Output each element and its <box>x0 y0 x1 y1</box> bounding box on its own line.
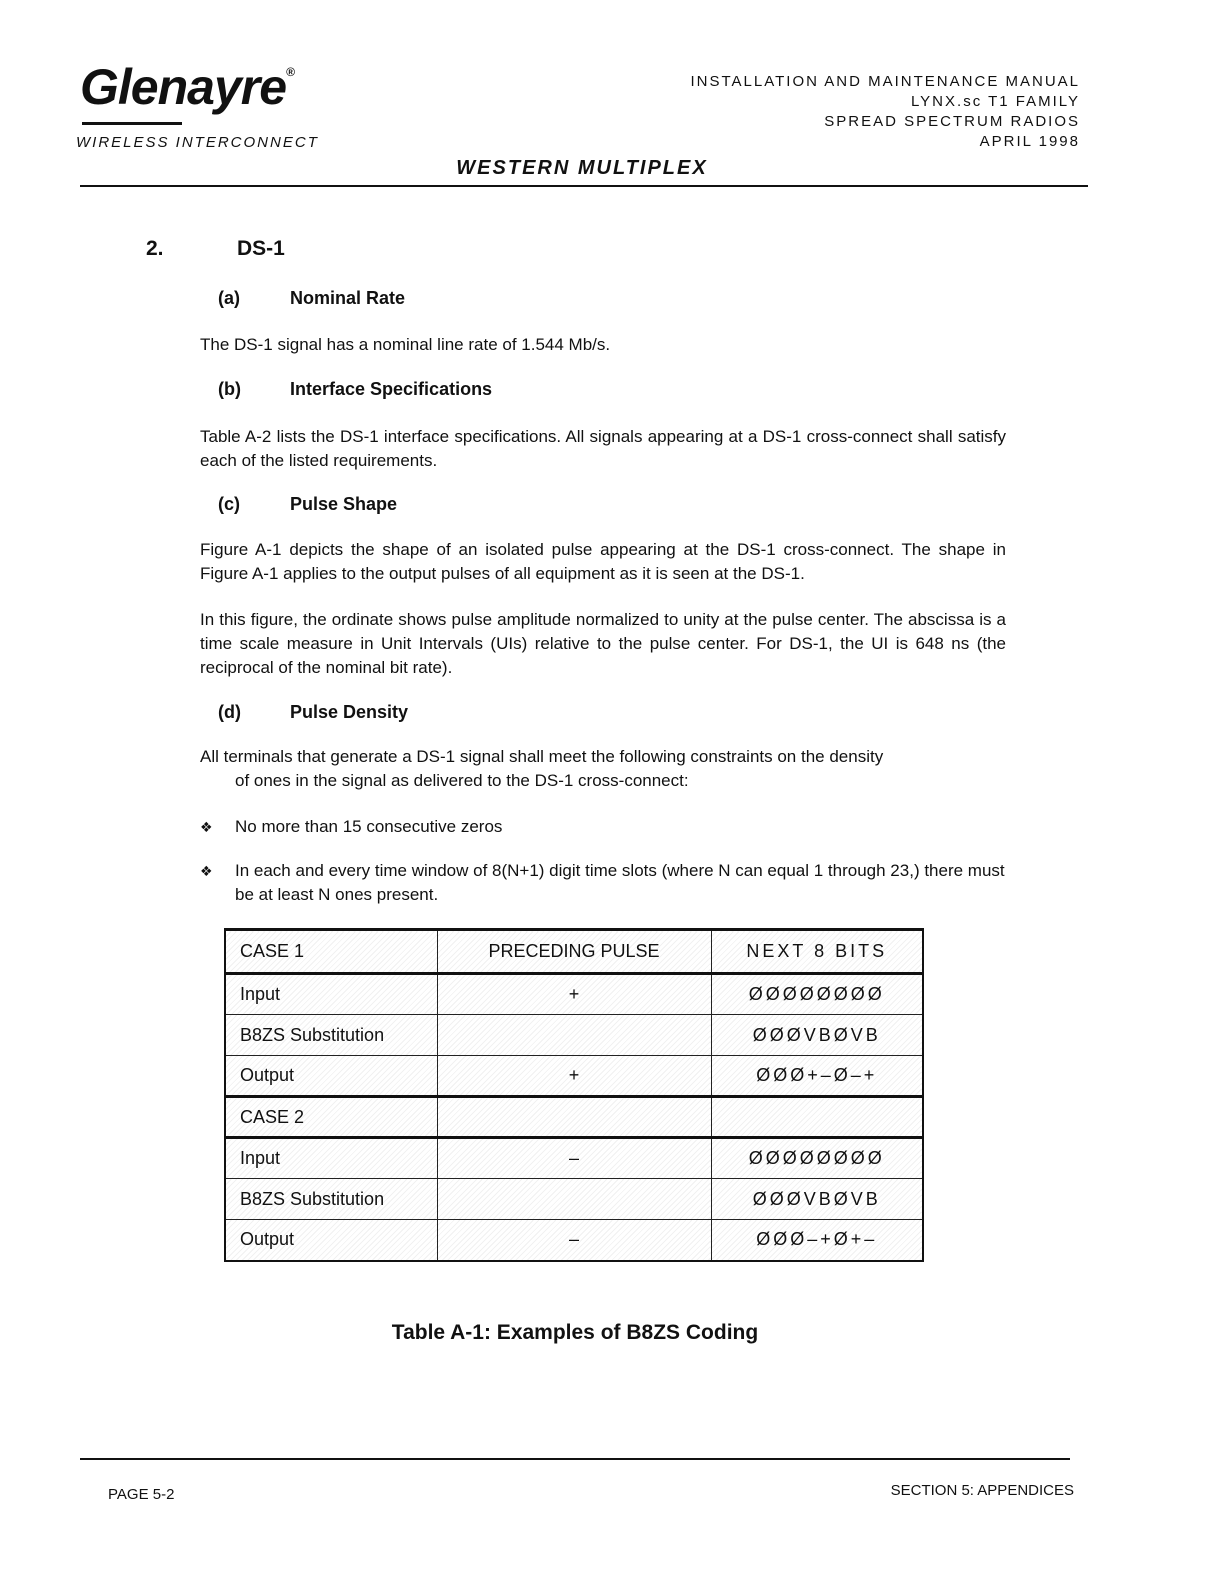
table-cell: CASE 2 <box>225 1097 437 1138</box>
section-number: 2. <box>146 237 164 260</box>
table-header-cell: NEXT 8 BITS <box>711 930 923 974</box>
company-logo <box>80 59 294 115</box>
subsection-c-letter: (c) <box>218 494 240 514</box>
section-title: DS-1 <box>237 237 285 260</box>
page-number: PAGE 5-2 <box>108 1486 175 1503</box>
division-name: WESTERN MULTIPLEX <box>456 157 708 179</box>
product-family: LYNX.sc T1 FAMILY <box>910 93 1080 110</box>
table-cell: + <box>437 1056 711 1097</box>
pulse-density-intro-first: All terminals that generate a DS-1 signal shall meet the following constraints on the density <box>200 747 884 766</box>
table-row <box>225 1056 923 1097</box>
product-type: SPREAD SPECTRUM RADIOS <box>824 113 1080 130</box>
subsection-a-title: Nominal Rate <box>290 288 406 308</box>
table-cell <box>437 1179 711 1220</box>
table-row <box>225 974 923 1015</box>
logo-tagline: WIRELESS INTERCONNECT <box>76 134 319 151</box>
table-row <box>225 1138 923 1179</box>
table-cell: ØØØ+–Ø–+ <box>711 1056 923 1097</box>
footer-section: SECTION 5: APPENDICES <box>890 1482 1074 1499</box>
subsection-b-title: Interface Specifications <box>290 379 493 399</box>
table-cell: – <box>437 1220 711 1261</box>
table-cell <box>437 1097 711 1138</box>
table-cell: Output <box>225 1056 437 1097</box>
bullet-item: In each and every time window of 8(N+1) digit time slots (where N can equal 1 through 23,) there must be at least N ones present. <box>235 861 1005 904</box>
header-divider <box>80 185 1088 187</box>
table-cell: Output <box>225 1220 437 1261</box>
table-row <box>225 1179 923 1220</box>
table-cell <box>711 1097 923 1138</box>
registered-mark: ® <box>286 65 294 79</box>
pulse-density-intro <box>200 745 1006 793</box>
interface-spec-text: Table A-2 lists the DS-1 interface specifications. All signals appearing at a DS-1 cross-connect shall satisfy each of the listed requirements. <box>200 427 1006 470</box>
bullet-item: No more than 15 consecutive zeros <box>235 817 503 836</box>
table-row <box>225 1015 923 1056</box>
b8zs-coding-table <box>224 928 924 1262</box>
document-date: APRIL 1998 <box>979 133 1080 150</box>
logo-underline <box>82 122 182 125</box>
subsection-a-letter: (a) <box>218 288 240 308</box>
table-caption: Table A-1: Examples of B8ZS Coding <box>391 1321 759 1344</box>
table-cell: ØØØØØØØØ <box>711 974 923 1015</box>
logo-text: Glenayre <box>80 59 287 115</box>
manual-title: INSTALLATION AND MAINTENANCE MANUAL <box>690 73 1080 90</box>
bullet-icon: ❖ <box>200 863 213 879</box>
table-case-row <box>225 1097 923 1138</box>
table-cell <box>437 1015 711 1056</box>
subsection-d-letter: (d) <box>218 702 241 722</box>
document-header <box>691 72 1081 152</box>
footer-divider <box>80 1458 1070 1460</box>
subsection-b-letter: (b) <box>218 379 241 399</box>
table-header-row <box>225 930 923 974</box>
table-cell: ØØØVBØVB <box>711 1015 923 1056</box>
table-cell: – <box>437 1138 711 1179</box>
bullet-icon: ❖ <box>200 819 213 835</box>
table-cell: ØØØ–+Ø+– <box>711 1220 923 1261</box>
subsection-d-title: Pulse Density <box>290 702 409 722</box>
pulse-density-intro-rest: of ones in the signal as delivered to the DS-1 cross-connect: <box>235 771 689 790</box>
table-cell: Input <box>225 1138 437 1179</box>
table-cell: B8ZS Substitution <box>225 1015 437 1056</box>
table-row <box>225 1220 923 1261</box>
table-header-cell: PRECEDING PULSE <box>437 930 711 974</box>
table-cell: Input <box>225 974 437 1015</box>
subsection-c-title: Pulse Shape <box>290 494 398 514</box>
table-header-cell: CASE 1 <box>225 930 437 974</box>
table-cell: ØØØØØØØØ <box>711 1138 923 1179</box>
pulse-shape-text-1: Figure A-1 depicts the shape of an isolated pulse appearing at the DS-1 cross-connect. The shape in Figure A-1 applies to the output pulses of all equipment as it is seen at the DS-1. <box>200 540 1006 583</box>
table-cell: + <box>437 974 711 1015</box>
table-cell: B8ZS Substitution <box>225 1179 437 1220</box>
nominal-rate-text: The DS-1 signal has a nominal line rate of 1.544 Mb/s. <box>200 335 611 354</box>
pulse-shape-text-2: In this figure, the ordinate shows pulse amplitude normalized to unity at the pulse center. The abscissa is a time scale measure in Unit Intervals (UIs) relative to the pulse center. For DS-1, the UI is 648 ns (the reciprocal of the nominal bit rate). <box>200 610 1006 677</box>
table-cell: ØØØVBØVB <box>711 1179 923 1220</box>
